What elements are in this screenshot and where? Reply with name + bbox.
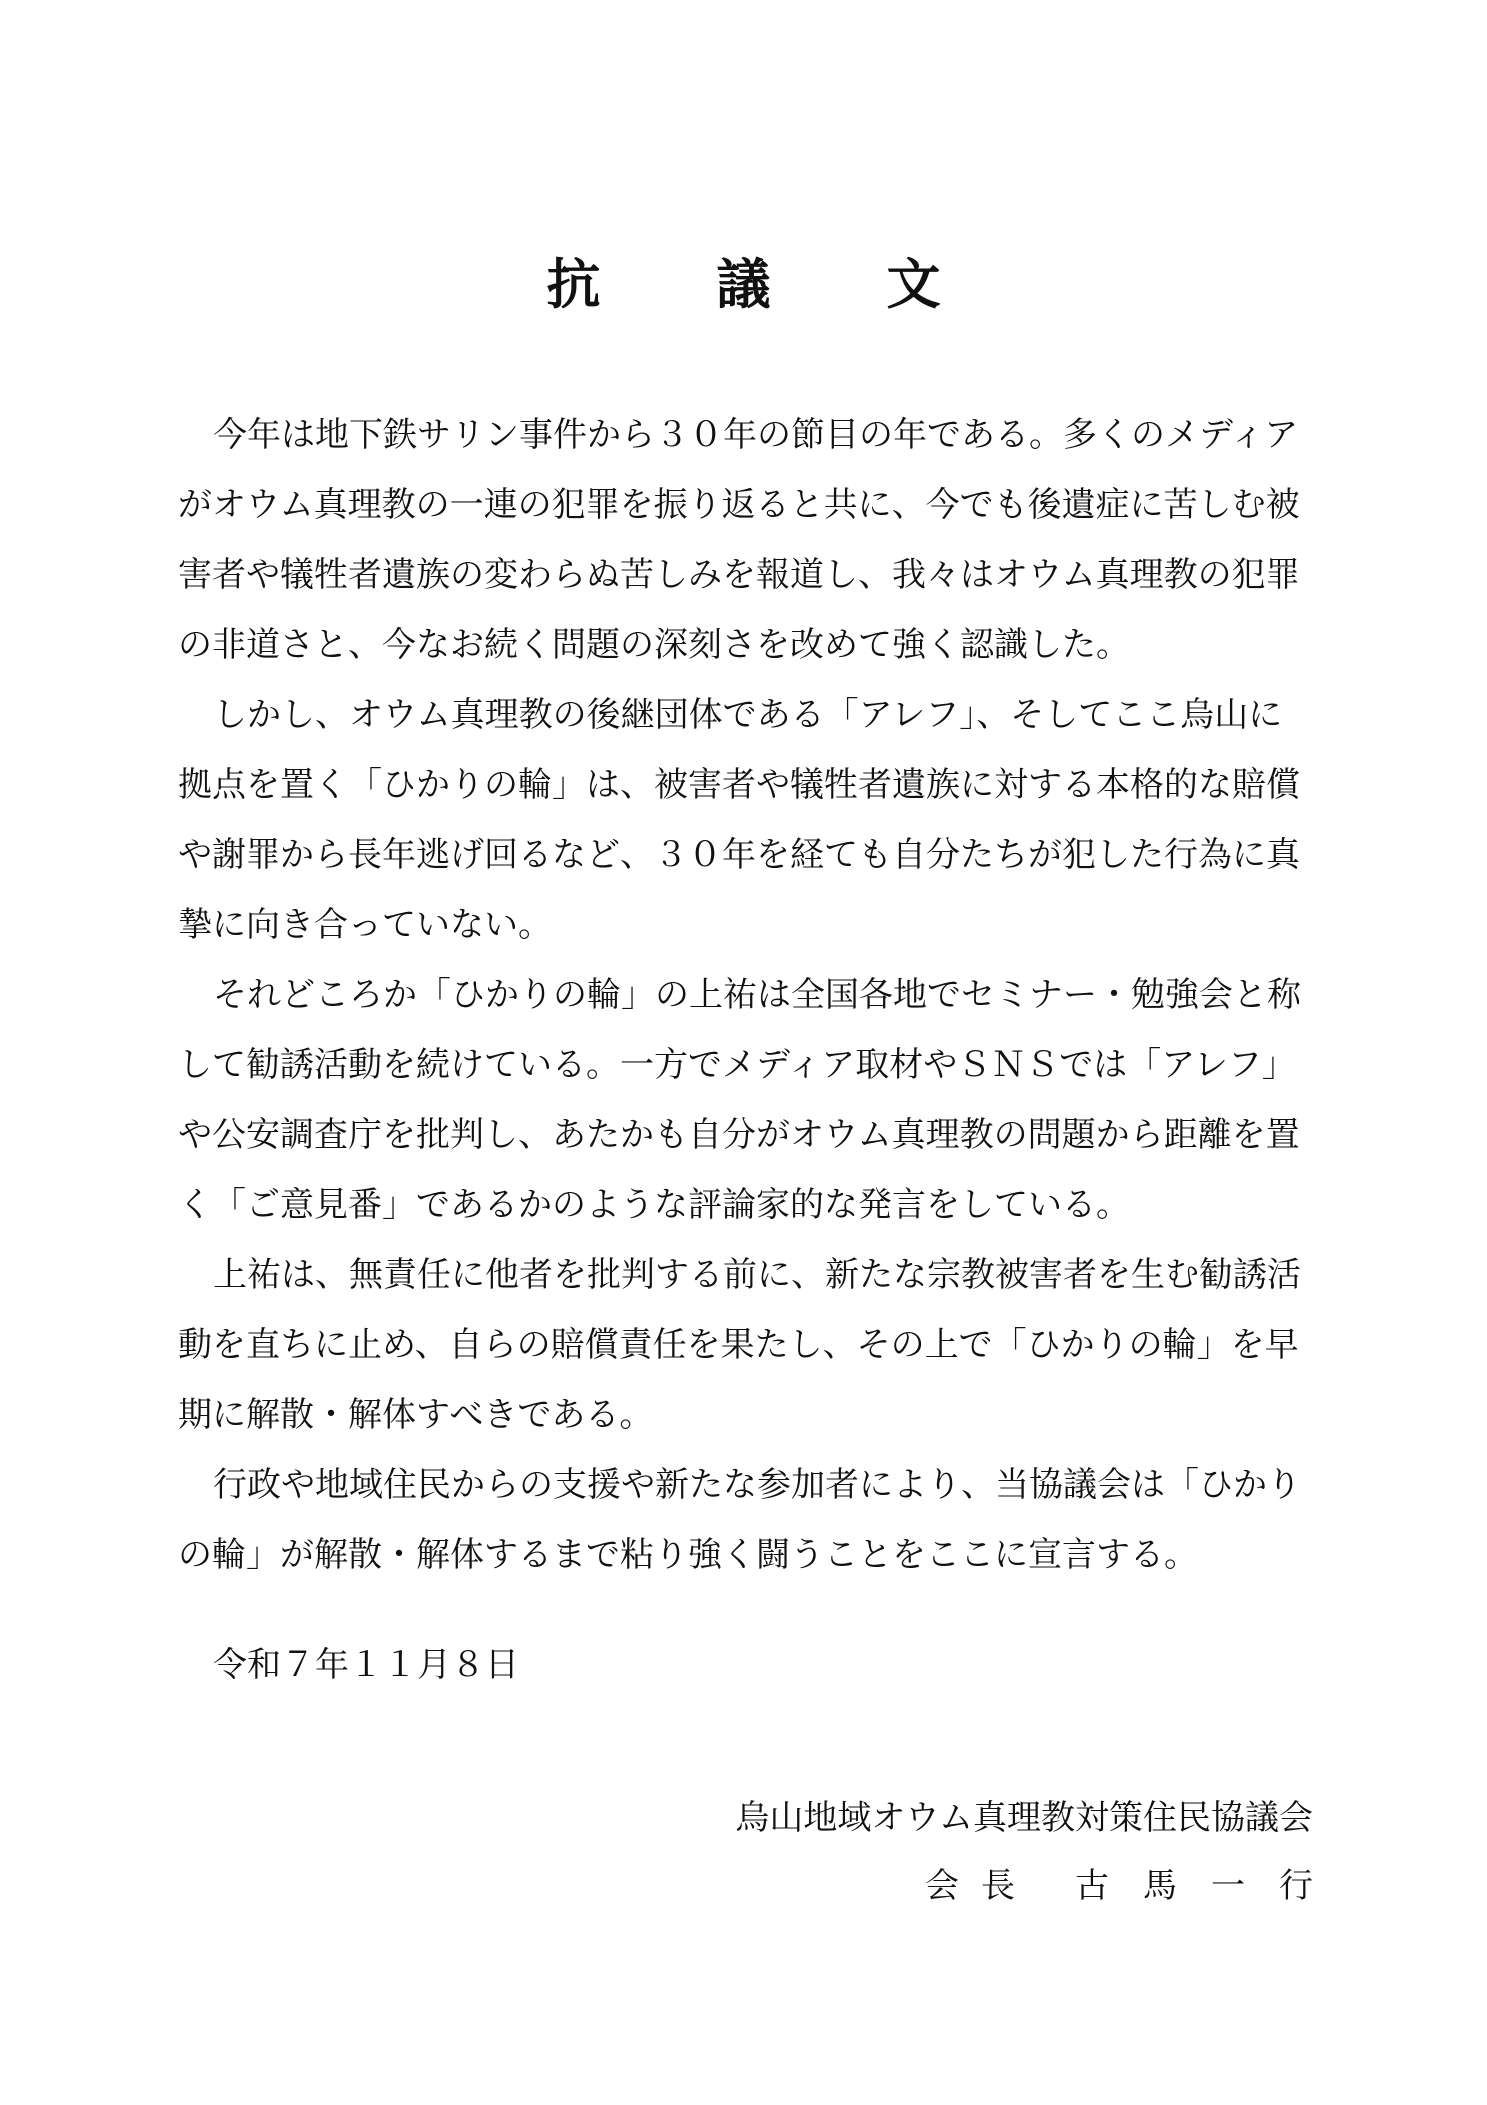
paragraph: 行政や地域住民からの支援や新たな参加者により、当協議会は「ひかりの輪」が解散・解体するまで粘り強く闘うことをここに宣言する。 bbox=[178, 1465, 1301, 1575]
paragraph: 上祐は、無責任に他者を批判する前に、新たな宗教被害者を生む勧誘活動を直ちに止め、自らの賠償責任を果たし、その上で「ひかりの輪」を早期に解散・解体すべきである。 bbox=[178, 1255, 1301, 1435]
signer-line bbox=[735, 1852, 1347, 1920]
title-char: 議 bbox=[716, 253, 771, 316]
document-title bbox=[0, 253, 1487, 316]
signature-block bbox=[735, 1784, 1347, 1920]
paragraph: それどころか「ひかりの輪」の上祐は全国各地でセミナー・勉強会と称して勧誘活動を続けている。一方でメディア取材やＳＮＳでは「アレフ」や公安調査庁を批判し、あたかも自分がオウム真理教の問題から距離を置く「ご意見番」であるかのような評論家的な発言をしている。 bbox=[178, 975, 1301, 1225]
document-body bbox=[178, 400, 1313, 1590]
document-date: 令和７年１１月８日 bbox=[213, 1645, 519, 1685]
paragraph: しかし、オウム真理教の後継団体である「アレフ」、そしてここ烏山に拠点を置く「ひかりの輪」は、被害者や犠牲者遺族に対する本格的な賠償や謝罪から長年逃げ回るなど、３０年を経ても自分たちが犯した行為に真摯に向き合っていない。 bbox=[178, 695, 1300, 945]
signer-role: 会長 bbox=[925, 1866, 1037, 1906]
title-char: 文 bbox=[886, 253, 941, 316]
organization-name: 烏山地域オウム真理教対策住民協議会 bbox=[735, 1798, 1313, 1838]
signer-name: 古馬一行 bbox=[1075, 1866, 1347, 1906]
title-char: 抗 bbox=[546, 253, 601, 316]
paragraph: 今年は地下鉄サリン事件から３０年の節目の年である。多くのメディアがオウム真理教の一連の犯罪を振り返ると共に、今でも後遺症に苦しむ被害者や犠牲者遺族の変わらぬ苦しみを報道し、我々はオウム真理教の犯罪の非道さと、今なお続く問題の深刻さを改めて強く認識した。 bbox=[178, 415, 1300, 665]
